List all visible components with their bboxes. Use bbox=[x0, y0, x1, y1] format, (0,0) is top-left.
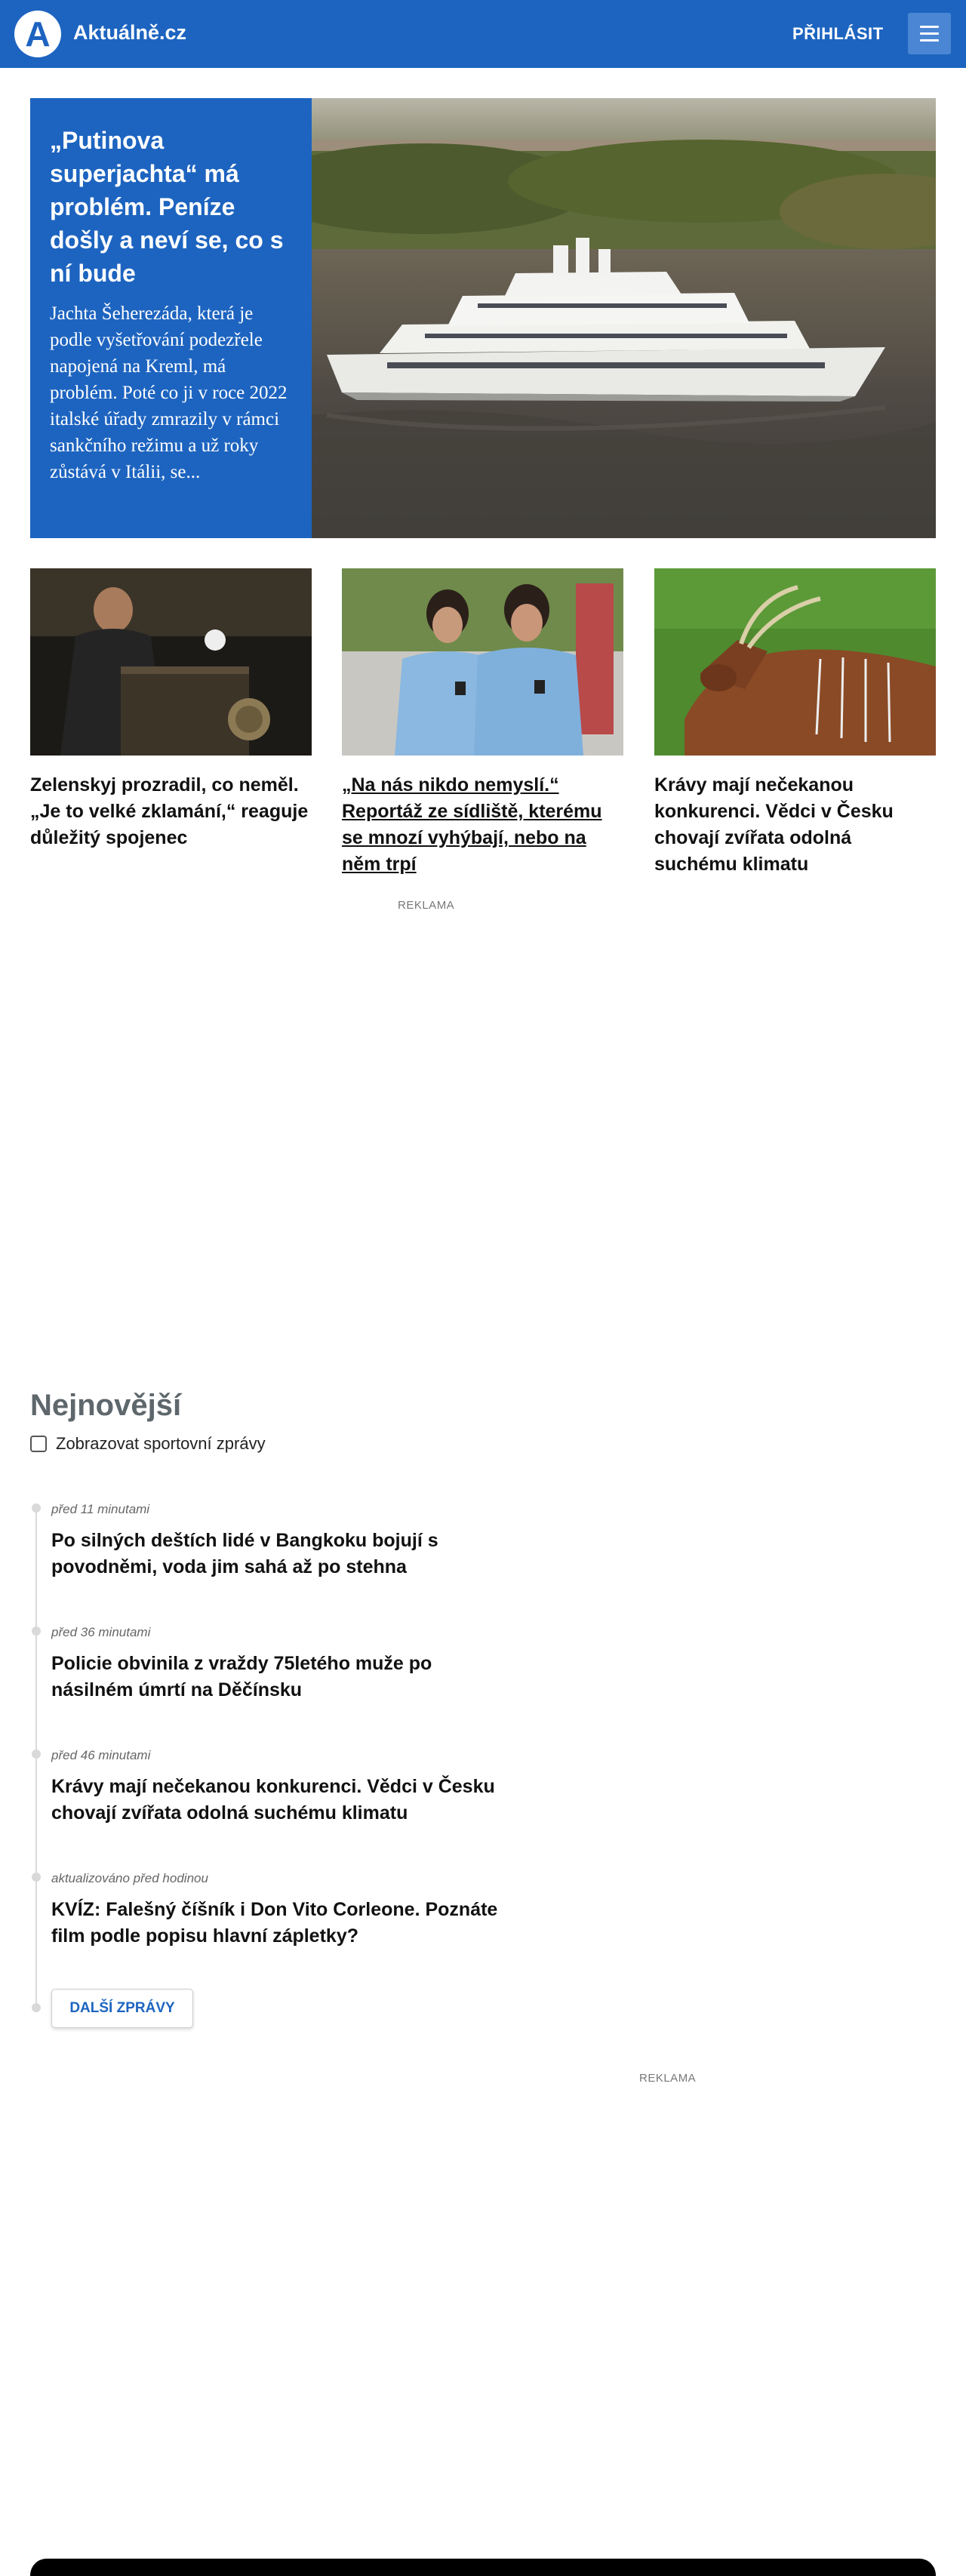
list-item[interactable] bbox=[51, 1502, 504, 1580]
login-button[interactable]: PŘIHLÁSIT bbox=[792, 24, 884, 43]
site-header bbox=[0, 0, 966, 68]
article-card[interactable] bbox=[654, 568, 936, 878]
hero-perex: Jachta Šeherezáda, která je podle vyšetřování podezřele napojená na Kreml, má problém. Poté co ji v roce 2022 italské úřady zmrazily v rámci sankčního režimu a už roky zůstává v Itálii, se... bbox=[50, 303, 288, 482]
news-title[interactable]: Po silných deštích lidé v Bangkoku bojují s povodněmi, voda jim sahá až po stehna bbox=[51, 1530, 438, 1577]
hero-text-box bbox=[30, 98, 312, 538]
site-name[interactable]: Aktuálně.cz bbox=[73, 21, 187, 44]
timeline-dot bbox=[32, 1503, 41, 1513]
news-title[interactable]: KVÍZ: Falešný číšník i Don Vito Corleone. Poznáte film podle popisu hlavní zápletky? bbox=[51, 1899, 498, 1947]
timeline-dot bbox=[32, 1873, 41, 1882]
sport-news-checkbox[interactable] bbox=[30, 1436, 47, 1452]
news-time: před 11 minutami bbox=[51, 1502, 150, 1516]
sport-news-label[interactable]: Zobrazovat sportovní zprávy bbox=[56, 1434, 266, 1453]
card-image-speaker[interactable] bbox=[30, 568, 312, 756]
timeline-dot bbox=[32, 2003, 41, 2012]
ad-label: REKLAMA bbox=[398, 899, 455, 912]
news-time: aktualizováno před hodinou bbox=[51, 1871, 208, 1885]
news-time: před 36 minutami bbox=[51, 1625, 151, 1639]
card-title[interactable]: Krávy mají nečekanou konkurenci. Vědci v Česku chovají zvířata odolná suchému klimatu bbox=[654, 774, 894, 875]
hero-article[interactable] bbox=[30, 98, 936, 538]
timeline-dot bbox=[32, 1750, 41, 1759]
card-image-two-women[interactable] bbox=[342, 568, 623, 756]
logo-letter: A bbox=[25, 14, 51, 54]
list-item[interactable] bbox=[51, 1871, 504, 1950]
hero-title[interactable]: „Putinova superjachta“ má problém. Peníze došly a neví se, co s ní bude bbox=[50, 127, 284, 287]
more-news-button[interactable]: DALŠÍ ZPRÁVY bbox=[51, 1989, 193, 2028]
bottom-bar bbox=[30, 2559, 936, 2576]
timeline-dot bbox=[32, 1627, 41, 1636]
news-title[interactable]: Krávy mají nečekanou konkurenci. Vědci v Česku chovají zvířata odolná suchému klimatu bbox=[51, 1776, 495, 1824]
card-title[interactable]: Zelenskyj prozradil, co neměl. „Je to velké zklamání,“ reaguje důležitý spojenec bbox=[30, 774, 309, 848]
latest-news-heading: Nejnovější bbox=[30, 1389, 182, 1422]
card-image-antelope[interactable] bbox=[654, 568, 936, 756]
news-time: před 46 minutami bbox=[51, 1748, 151, 1762]
site-logo[interactable] bbox=[14, 11, 61, 57]
list-item[interactable] bbox=[51, 1748, 504, 1827]
hamburger-menu-icon[interactable] bbox=[908, 13, 951, 54]
article-card[interactable] bbox=[342, 568, 623, 878]
card-title[interactable]: „Na nás nikdo nemyslí.“ Reportáž ze sídliště, kterému se mnozí vyhýbají, nebo na něm trpí bbox=[342, 774, 602, 875]
hero-image-yacht[interactable] bbox=[312, 98, 936, 538]
news-title[interactable]: Policie obvinila z vraždy 75letého muže po násilném úmrtí na Děčínsku bbox=[51, 1653, 432, 1700]
ad-label: REKLAMA bbox=[639, 2072, 697, 2085]
list-item[interactable] bbox=[51, 1625, 504, 1703]
sport-news-toggle[interactable] bbox=[30, 1434, 266, 1454]
article-card[interactable] bbox=[30, 568, 312, 851]
